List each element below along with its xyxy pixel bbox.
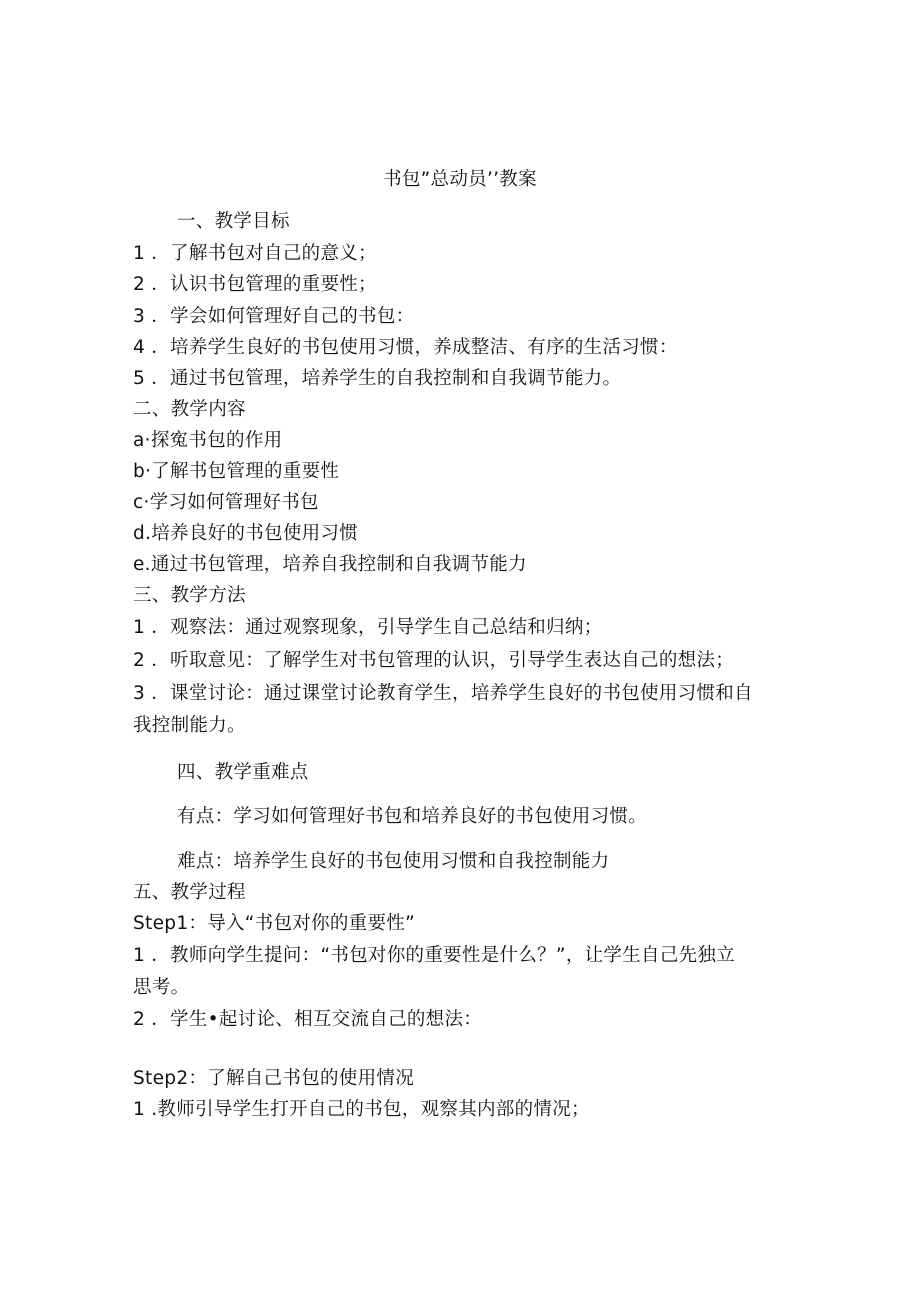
method-item: 1 ．观察法：通过观察现象，引导学生自己总结和归纳；: [133, 617, 603, 638]
step1-item-continuation: 思考。: [133, 977, 190, 998]
key-point-text: 有点：学习如何管理好书包和培养良好的书包使用习惯。: [177, 806, 648, 827]
content-item: e.通过书包管理，培养自我控制和自我调节能力: [133, 554, 527, 575]
section-heading-objectives: 一、教学目标: [177, 211, 290, 232]
step1-item: 1 ．教师向学生提问：“书包对你的重要性是什么？”，让学生自己先独立: [133, 945, 736, 966]
step2-title: Step2：了解自己书包的使用情况: [133, 1068, 414, 1089]
objective-item: 4 ．培养学生良好的书包使用习惯，养成整洁、有序的生活习惯：: [133, 337, 678, 358]
method-item: 3 ．课堂讨论：通过课堂讨论教育学生，培养学生良好的书包使用习惯和自: [133, 683, 753, 704]
content-item: d.培养良好的书包使用习惯: [133, 523, 359, 544]
step1-title: Step1：导入“书包对你的重要性”: [133, 913, 415, 934]
method-item-continuation: 我控制能力。: [133, 715, 246, 736]
step1-item: 2 ．学生•起讨论、相互交流自己的想法：: [133, 1009, 483, 1030]
objective-item: 5 ．通过书包管理，培养学生的自我控制和自我调节能力。: [133, 368, 622, 389]
objective-item: 1 ．了解书包对自己的意义；: [133, 243, 377, 264]
section-heading-content: 二、教学内容: [133, 399, 246, 420]
section-heading-methods: 三、教学方法: [133, 585, 246, 606]
objective-item: 3 ．学会如何管理好自己的书包：: [133, 306, 415, 327]
method-item: 2 ．听取意见：了解学生对书包管理的认识，引导学生表达自己的想法；: [133, 650, 735, 671]
objective-item: 2 ．认识书包管理的重要性；: [133, 274, 377, 295]
content-item: a·探寃书包的作用: [133, 430, 283, 451]
document-title: 书包”总动员’’教案: [383, 169, 537, 190]
section-heading-process: 五、教学过程: [133, 882, 246, 903]
section-heading-key-points: 四、教学重难点: [177, 762, 309, 783]
difficult-point-text: 难点：培养学生良好的书包使用习惯和自我控制能力: [177, 851, 610, 872]
content-item: b·了解书包管理的重要性: [133, 461, 340, 482]
step2-item: 1 .教师引导学生打开自己的书包，观察其内部的情况；: [133, 1099, 590, 1120]
content-item: c·学习如何管理好书包: [133, 492, 319, 513]
